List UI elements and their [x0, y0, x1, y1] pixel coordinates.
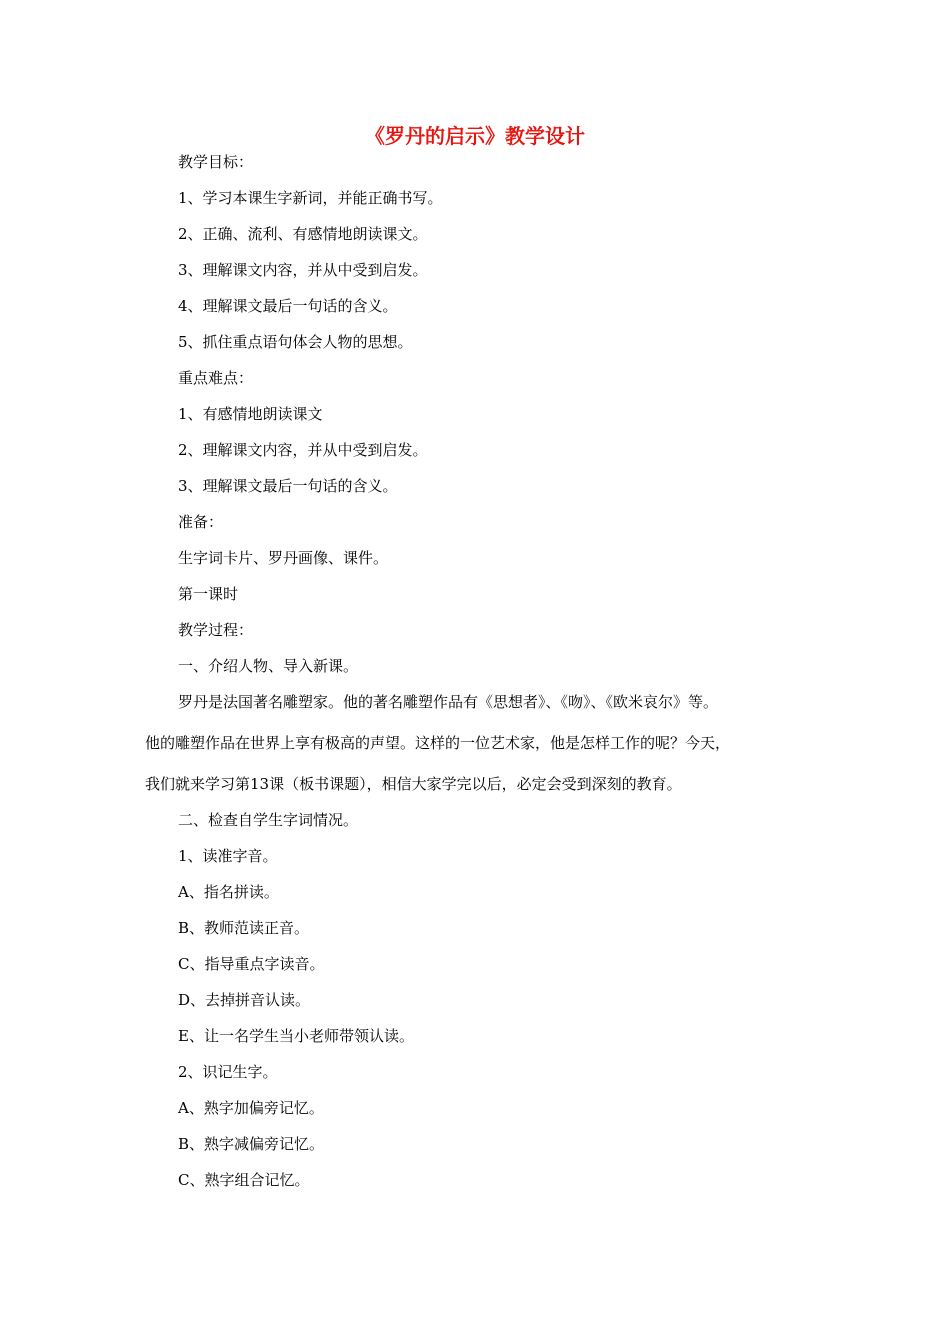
paragraph-line: 罗丹是法国著名雕塑家。他的著名雕塑作品有《思想者》、《吻》、《欧米哀尔》等。: [178, 693, 719, 711]
lesson-period-heading: 第一课时: [178, 585, 239, 603]
key-point-item: 2、理解课文内容，并从中受到启发。: [178, 441, 428, 459]
section-heading-process: 教学过程：: [178, 621, 254, 639]
objective-item: 1、学习本课生字新词，并能正确书写。: [178, 189, 443, 207]
sub-step-item: B、熟字减偏旁记忆。: [178, 1135, 325, 1153]
objective-item: 2、正确、流利、有感情地朗读课文。: [178, 225, 428, 243]
key-point-item: 3、理解课文最后一句话的含义。: [178, 477, 398, 495]
section-heading-key-points: 重点难点：: [178, 369, 254, 387]
document-title: 《罗丹的启示》教学设计: [365, 124, 585, 148]
preparation-text: 生字词卡片、罗丹画像、课件。: [178, 549, 389, 567]
objective-item: 5、抓住重点语句体会人物的思想。: [178, 333, 413, 351]
sub-step-item: C、熟字组合记忆。: [178, 1171, 310, 1189]
section-heading-preparation: 准备：: [178, 513, 224, 531]
sub-step-item: C、指导重点字读音。: [178, 955, 325, 973]
paragraph-line: 我们就来学习第13课（板书课题），相信大家学完以后，必定会受到深刻的教育。: [145, 775, 682, 793]
sub-step-item: 1、读准字音。: [178, 847, 278, 865]
section-heading-objectives: 教学目标：: [178, 153, 254, 171]
sub-step-item: D、去掉拼音认读。: [178, 991, 311, 1009]
objective-item: 4、理解课文最后一句话的含义。: [178, 297, 398, 315]
key-point-item: 1、有感情地朗读课文: [178, 405, 323, 423]
objective-item: 3、理解课文内容，并从中受到启发。: [178, 261, 428, 279]
sub-step-item: A、熟字加偏旁记忆。: [178, 1099, 324, 1117]
process-step-heading: 一、介绍人物、导入新课。: [178, 657, 359, 675]
sub-step-item: E、让一名学生当小老师带领认读。: [178, 1027, 414, 1045]
sub-step-item: A、指名拼读。: [178, 883, 279, 901]
sub-step-item: 2、识记生字。: [178, 1063, 278, 1081]
sub-step-item: B、教师范读正音。: [178, 919, 310, 937]
paragraph-line: 他的雕塑作品在世界上享有极高的声望。这样的一位艺术家，他是怎样工作的呢？今天，: [145, 734, 731, 752]
process-step-heading: 二、检查自学生字词情况。: [178, 811, 359, 829]
